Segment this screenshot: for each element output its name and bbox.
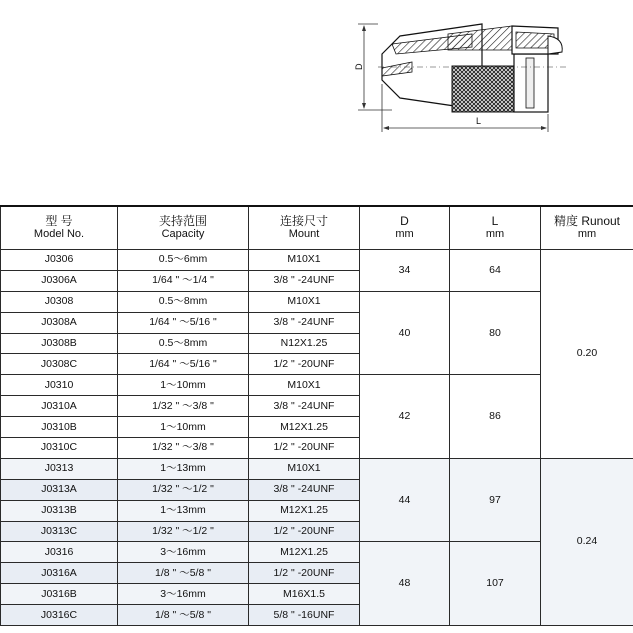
header-l: L mm	[450, 206, 541, 250]
mount-cell: M12X1.25	[249, 500, 360, 521]
model-cell: J0308B	[1, 333, 118, 354]
mount-cell: M10X1	[249, 250, 360, 271]
model-cell: J0316	[1, 542, 118, 563]
mount-cell: M10X1	[249, 458, 360, 479]
capacity-cell: 1～10mm	[118, 417, 249, 438]
model-cell: J0310	[1, 375, 118, 396]
d-label: D	[354, 63, 364, 70]
table-row	[1, 250, 633, 271]
mount-cell: M10X1	[249, 291, 360, 312]
capacity-cell: 0.5～6mm	[118, 250, 249, 271]
model-cell: J0310B	[1, 417, 118, 438]
header-row	[1, 206, 633, 250]
l-cell: 64	[450, 250, 541, 292]
capacity-cell: 1/32 " ～1/2 "	[118, 521, 249, 542]
capacity-cell: 1/64 " ～1/4 "	[118, 270, 249, 291]
model-cell: J0313	[1, 458, 118, 479]
header-runout: 精度 Runout mm	[541, 206, 633, 250]
d-cell: 42	[360, 375, 450, 459]
model-cell: J0308A	[1, 312, 118, 333]
model-cell: J0308	[1, 291, 118, 312]
capacity-cell: 1/32 " ～3/8 "	[118, 438, 249, 459]
model-cell: J0316B	[1, 584, 118, 605]
mount-cell: M16X1.5	[249, 584, 360, 605]
mount-cell: M12X1.25	[249, 542, 360, 563]
capacity-cell: 1/32 " ～1/2 "	[118, 479, 249, 500]
header-mount: 连接尺寸 Mount	[249, 206, 360, 250]
mount-cell: 3/8 " -24UNF	[249, 312, 360, 333]
l-cell: 107	[450, 542, 541, 626]
model-cell: J0310C	[1, 438, 118, 459]
table-row	[1, 375, 633, 396]
header-d: D mm	[360, 206, 450, 250]
capacity-cell: 3～16mm	[118, 584, 249, 605]
d-cell: 44	[360, 458, 450, 542]
capacity-cell: 0.5～8mm	[118, 333, 249, 354]
mount-cell: 1/2 " -20UNF	[249, 354, 360, 375]
d-cell: 48	[360, 542, 450, 626]
capacity-cell: 3～16mm	[118, 542, 249, 563]
model-cell: J0310A	[1, 396, 118, 417]
model-cell: J0316C	[1, 605, 118, 626]
table-row	[1, 542, 633, 563]
model-cell: J0308C	[1, 354, 118, 375]
mount-cell: M12X1.25	[249, 417, 360, 438]
d-cell: 40	[360, 291, 450, 375]
mount-cell: 3/8 " -24UNF	[249, 396, 360, 417]
mount-cell: 3/8 " -24UNF	[249, 270, 360, 291]
runout-cell: 0.24	[541, 458, 633, 625]
mount-cell: N12X1.25	[249, 333, 360, 354]
chuck-body	[378, 24, 566, 112]
capacity-cell: 1～13mm	[118, 500, 249, 521]
mount-cell: 1/2 " -20UNF	[249, 563, 360, 584]
capacity-cell: 1～13mm	[118, 458, 249, 479]
drill-chuck-drawing	[352, 14, 592, 139]
model-cell: J0313A	[1, 479, 118, 500]
capacity-cell: 1/8 " ～5/8 "	[118, 563, 249, 584]
capacity-cell: 1/8 " ～5/8 "	[118, 605, 249, 626]
d-cell: 34	[360, 250, 450, 292]
table-row	[1, 291, 633, 312]
runout-cell: 0.20	[541, 250, 633, 459]
capacity-cell: 0.5～8mm	[118, 291, 249, 312]
model-cell: J0306	[1, 250, 118, 271]
mount-cell: 3/8 " -24UNF	[249, 479, 360, 500]
l-cell: 97	[450, 458, 541, 542]
model-cell: J0306A	[1, 270, 118, 291]
l-label: L	[476, 116, 482, 126]
model-cell: J0313C	[1, 521, 118, 542]
capacity-cell: 1/64 " ～5/16 "	[118, 312, 249, 333]
mount-cell: 5/8 " -16UNF	[249, 605, 360, 626]
header-model: 型 号 Model No.	[1, 206, 118, 250]
capacity-cell: 1/64 " ～5/16 "	[118, 354, 249, 375]
table-row	[1, 458, 633, 479]
specification-table	[0, 205, 633, 626]
header-capacity: 夹持范围 Capacity	[118, 206, 249, 250]
capacity-cell: 1～10mm	[118, 375, 249, 396]
mount-cell: 1/2 " -20UNF	[249, 438, 360, 459]
l-cell: 80	[450, 291, 541, 375]
model-cell: J0316A	[1, 563, 118, 584]
mount-cell: M10X1	[249, 375, 360, 396]
model-cell: J0313B	[1, 500, 118, 521]
mount-cell: 1/2 " -20UNF	[249, 521, 360, 542]
l-cell: 86	[450, 375, 541, 459]
capacity-cell: 1/32 " ～3/8 "	[118, 396, 249, 417]
